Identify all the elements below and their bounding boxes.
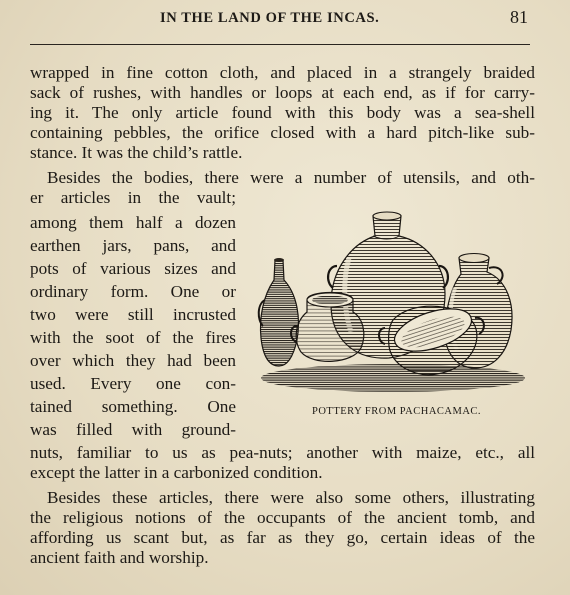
text-line: Besides these articles, there were also some others, illustrating xyxy=(47,488,535,507)
text-line: Besides the bodies, there were a number of utensils, and oth- xyxy=(47,168,535,187)
tall-jar xyxy=(259,258,299,366)
text-line: er articles in the vault; xyxy=(30,188,236,207)
ground-shadow xyxy=(261,364,525,392)
text-line: sack of rushes, with handles or loops at each end, as if for carry- xyxy=(30,83,535,102)
running-head: IN THE LAND OF THE INCAS. xyxy=(160,10,380,26)
text-line: was filled with ground- xyxy=(30,420,236,439)
text-line: used. Every one con- xyxy=(30,374,236,393)
page-number: 81 xyxy=(510,7,528,27)
text-line: nuts, familiar to us as pea-nuts; another with maize, etc., all xyxy=(30,443,535,462)
small-pot xyxy=(291,293,364,362)
pottery-engraving xyxy=(253,208,526,396)
text-line: containing pebbles, the orifice closed with a hard pitch-like sub- xyxy=(30,123,535,142)
text-line: with the soot of the fires xyxy=(30,328,236,347)
text-line: two were still incrusted xyxy=(30,305,236,324)
header-rule xyxy=(30,44,530,45)
text-line: affording us scant but, as far as they go, certain ideas of the xyxy=(30,528,535,547)
text-line: among them half a dozen xyxy=(30,213,236,232)
text-line: ancient faith and worship. xyxy=(30,548,209,567)
text-line: stance. It was the child’s rattle. xyxy=(30,143,243,162)
text-line: ing it. The only article found with this body was a sea-shell xyxy=(30,103,535,122)
text-line: over which they had been xyxy=(30,351,236,370)
text-line: ordinary form. One or xyxy=(30,282,236,301)
text-line: earthen jars, pans, and xyxy=(30,236,236,255)
text-line: except the latter in a carbonized condition. xyxy=(30,463,323,482)
figure-caption: POTTERY FROM PACHACAMAC. xyxy=(312,406,482,417)
text-line: the religious notions of the occupants of the ancient tomb, and xyxy=(30,508,535,527)
text-line: pots of various sizes and xyxy=(30,259,236,278)
text-line: wrapped in fine cotton cloth, and placed in a strangely braided xyxy=(30,63,535,82)
text-line: tained something. One xyxy=(30,397,236,416)
